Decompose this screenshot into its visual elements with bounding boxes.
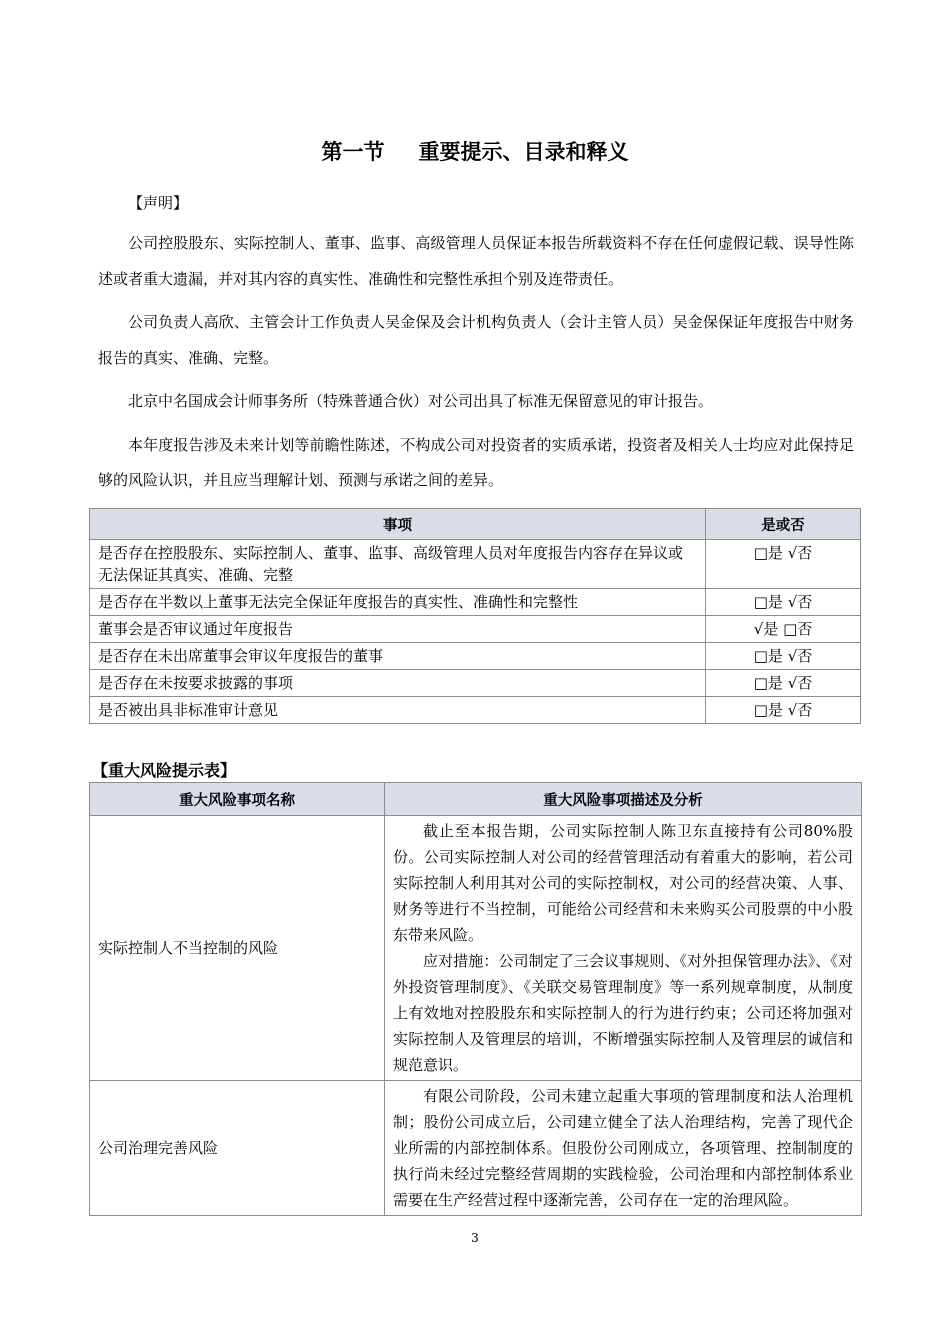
risk-name: 实际控制人不当控制的风险 <box>90 816 385 1081</box>
table-row <box>90 589 861 616</box>
section-title <box>0 136 950 166</box>
column-header-item: 事项 <box>90 509 706 540</box>
section-number: 第一节 <box>321 140 385 164</box>
table-row <box>90 540 861 589</box>
column-header-risk-name: 重大风险事项名称 <box>90 783 385 816</box>
declaration-table <box>89 508 861 724</box>
declaration-answer: √是 □否 <box>706 616 861 643</box>
section-name: 重要提示、目录和释义 <box>418 140 629 164</box>
column-header-risk-description: 重大风险事项描述及分析 <box>385 783 862 816</box>
statement-paragraphs <box>98 226 854 507</box>
statement-paragraph: 本年度报告涉及未来计划等前瞻性陈述，不构成公司对投资者的实质承诺，投资者及相关人士均应对此保持足够的风险认识，并且应当理解计划、预测与承诺之间的差异。 <box>98 435 854 489</box>
declaration-item: 是否存在未出席董事会审议年度报告的董事 <box>90 643 706 670</box>
risk-table <box>89 782 862 1216</box>
declaration-answer: □是 √否 <box>706 670 861 697</box>
declaration-item: 是否存在半数以上董事无法完全保证年度报告的真实性、准确性和完整性 <box>90 589 706 616</box>
declaration-item: 是否存在控股股东、实际控制人、董事、监事、高级管理人员对年度报告内容存在异议或无法保证其真实、准确、完整 <box>90 540 706 589</box>
table-header-row <box>90 509 861 540</box>
declaration-answer: □是 √否 <box>706 540 861 589</box>
declaration-item: 是否存在未按要求披露的事项 <box>90 670 706 697</box>
declaration-item: 是否被出具非标准审计意见 <box>90 697 706 724</box>
page-number: 3 <box>471 1231 479 1245</box>
risk-table-heading: 【重大风险提示表】 <box>92 761 237 780</box>
statement-heading: 【声明】 <box>128 194 189 212</box>
table-row <box>90 816 862 1081</box>
table-header-row <box>90 783 862 816</box>
declaration-answer: □是 √否 <box>706 589 861 616</box>
declaration-answer: □是 √否 <box>706 697 861 724</box>
risk-description-paragraph: 应对措施：公司制定了三会议事规则、《对外担保管理办法》、《对外投资管理制度》、《关联交易管理制度》等一系列规章制度，从制度上有效地对控股股东和实际控制人的行为进行约束；公司还将加强对实际控制人及管理层的培训，不断增强实际控制人及管理层的诚信和规范意识。 <box>393 952 853 1074</box>
table-row <box>90 697 861 724</box>
column-header-answer: 是或否 <box>706 509 861 540</box>
table-row <box>90 616 861 643</box>
table-row <box>90 643 861 670</box>
declaration-item: 董事会是否审议通过年度报告 <box>90 616 706 643</box>
statement-paragraph: 北京中名国成会计师事务所（特殊普通合伙）对公司出具了标准无保留意见的审计报告。 <box>128 392 714 410</box>
risk-name: 公司治理完善风险 <box>90 1081 385 1216</box>
risk-description-paragraph: 截止至本报告期，公司实际控制人陈卫东直接持有公司80%股份。公司实际控制人对公司的经营管理活动有着重大的影响，若公司实际控制人利用其对公司的实际控制权，对公司的经营决策、人事、财务等进行不当控制，可能给公司经营和未来购买公司股票的中小股东带来风险。 <box>393 822 853 944</box>
risk-description <box>385 816 862 1081</box>
table-row <box>90 670 861 697</box>
statement-paragraph: 公司控股股东、实际控制人、董事、监事、高级管理人员保证本报告所载资料不存在任何虚假记载、误导性陈述或者重大遗漏，并对其内容的真实性、准确性和完整性承担个别及连带责任。 <box>98 234 854 288</box>
risk-description <box>385 1081 862 1216</box>
risk-description-paragraph: 有限公司阶段，公司未建立起重大事项的管理制度和法人治理机制；股份公司成立后，公司建立健全了法人治理结构，完善了现代企业所需的内部控制体系。但股份公司刚成立，各项管理、控制制度的执行尚未经过完整经营周期的实践检验，公司治理和内部控制体系业需要在生产经营过程中逐渐完善，公司存在一定的治理风险。 <box>393 1087 853 1209</box>
table-row <box>90 1081 862 1216</box>
declaration-answer: □是 √否 <box>706 643 861 670</box>
statement-paragraph: 公司负责人高欣、主管会计工作负责人吴金保及会计机构负责人（会计主管人员）吴金保保证年度报告中财务报告的真实、准确、完整。 <box>98 313 854 367</box>
